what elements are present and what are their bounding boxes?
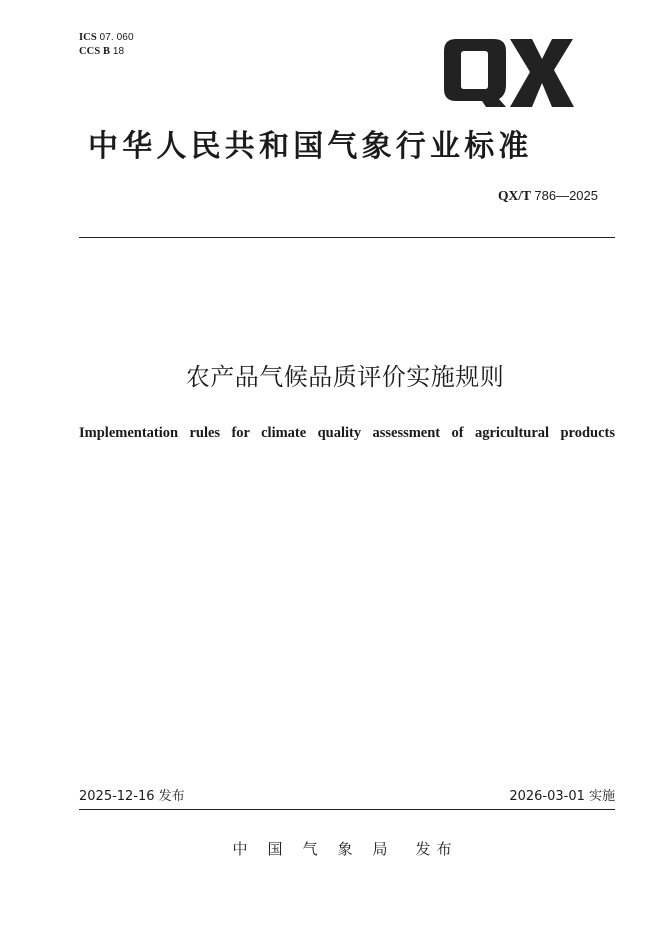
publisher-organization: 中国气象局 [232, 840, 408, 858]
publisher-verb: 发布 [415, 840, 458, 858]
ics-label: ICS [79, 32, 97, 43]
standard-category-title: 中华人民共和国气象行业标准 [88, 129, 533, 164]
issue-date: 2025-12-16 发布 [79, 789, 185, 804]
standard-number-value: 786—2025 [534, 188, 598, 203]
ccs-code: 18 [112, 46, 125, 57]
ccs-label: CCS B [79, 46, 111, 57]
bottom-divider [79, 809, 615, 810]
document-title-english: Implementation rules for climate quality assessment of agricultural products [79, 425, 615, 441]
effective-date: 2026-03-01 实施 [509, 789, 615, 804]
ccs-classification [79, 45, 124, 58]
ics-code: 07. 060 [99, 32, 134, 43]
top-divider [79, 237, 615, 238]
document-title-chinese: 农产品气候品质评价实施规则 [185, 363, 505, 391]
standard-number [498, 188, 598, 204]
logo-letter-x [510, 39, 574, 107]
publisher-line [0, 838, 662, 860]
logo-letter-q [444, 39, 506, 107]
ics-classification [79, 31, 134, 44]
standard-number-prefix: QX/T [497, 188, 531, 203]
qx-logo [442, 39, 574, 107]
